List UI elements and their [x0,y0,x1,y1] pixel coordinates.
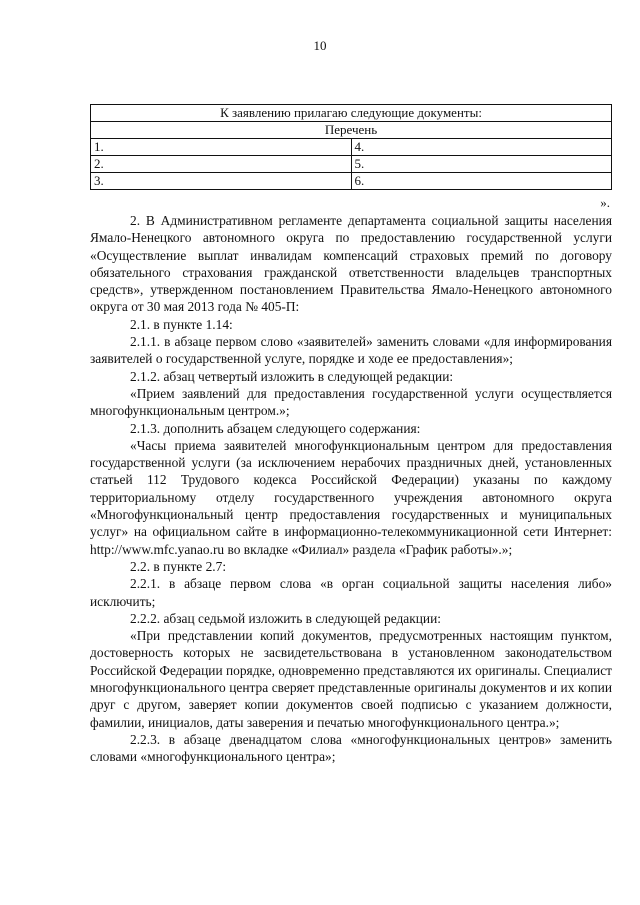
table-row [91,156,612,173]
table-cell: 1. [91,139,352,156]
paragraph: 2. В Административном регламенте департамента социальной защиты населения Ямало-Ненецкого автономного округа по предоставлению государственной услуги «Осуществление выплат инвалидам компенсаций страховых премий по договору обязательного страхования гражданской ответственности владельцев транспортных средств», утвержденном постановлением Правительства Ямало-Ненецкого автономного округа от 30 мая 2013 года № 405-П: [90,213,612,315]
paragraph: «При представлении копий документов, предусмотренных настоящим пунктом, достоверность которых не засвидетельствована в установленном законодательством Российской Федерации порядке, одновременно представляются их оригиналы. Специалист многофункционального центра сверяет представленные оригиналы документов и их копии друг с другом, заверяет копии документов своей подписью с указанием должности, фамилии, инициалов, даты заверения и печатью многофункционального центра.»; [90,628,612,730]
document-body [90,212,612,766]
paragraph: 2.2.3. в абзаце двенадцатом слова «многофункциональных центров» заменить словами «многофункционального центра»; [90,731,612,765]
table-subheader-row [91,122,612,139]
paragraph: 2.1.3. дополнить абзацем следующего содержания: [130,420,421,436]
table-cell: 2. [91,156,352,173]
table-row [91,139,612,156]
paragraph: 2.1.2. абзац четвертый изложить в следующей редакции: [130,368,454,384]
paragraph: «Часы приема заявителей многофункциональным центром для предоставления государственной услуги (за исключением нерабочих праздничных дней, установленных статьей 112 Трудового кодекса Российской Федерации) указаны по каждому территориальному отделу государственного учреждения автономного округа «Многофункциональный центр предоставления государственных и муниципальных услуг» на официальном сайте в информационно-телекоммуникационной сети Интернет: http://www.mfc.yanao.ru во вкладке «Филиал» раздела «График работы».»; [90,437,612,557]
table-row [91,173,612,190]
table-cell: 4. [351,139,612,156]
attachments-table [90,104,612,190]
table-cell: 3. [91,173,352,190]
closing-quote: ». [600,195,610,210]
paragraph: «Прием заявлений для предоставления государственной услуги осуществляется многофункциональным центром.»; [90,385,612,419]
paragraph: 2.2.2. абзац седьмой изложить в следующей редакции: [130,610,441,626]
table-header-row [91,105,612,122]
paragraph: 2.2. в пункте 2.7: [130,558,227,574]
table-title: К заявлению прилагаю следующие документы: [91,105,612,122]
paragraph: 2.1.1. в абзаце первом слово «заявителей» заменить словами «для информирования заявителей о государственной услуге, порядке и ходе ее предоставления»; [90,334,612,367]
table-subtitle: Перечень [91,122,612,139]
paragraph: 2.1. в пункте 1.14: [130,316,233,332]
paragraph: 2.2.1. в абзаце первом слова «в орган социальной защиты населения либо» исключить; [90,576,612,609]
table-cell: 5. [351,156,612,173]
table-cell: 6. [351,173,612,190]
page-number: 10 [313,38,327,53]
